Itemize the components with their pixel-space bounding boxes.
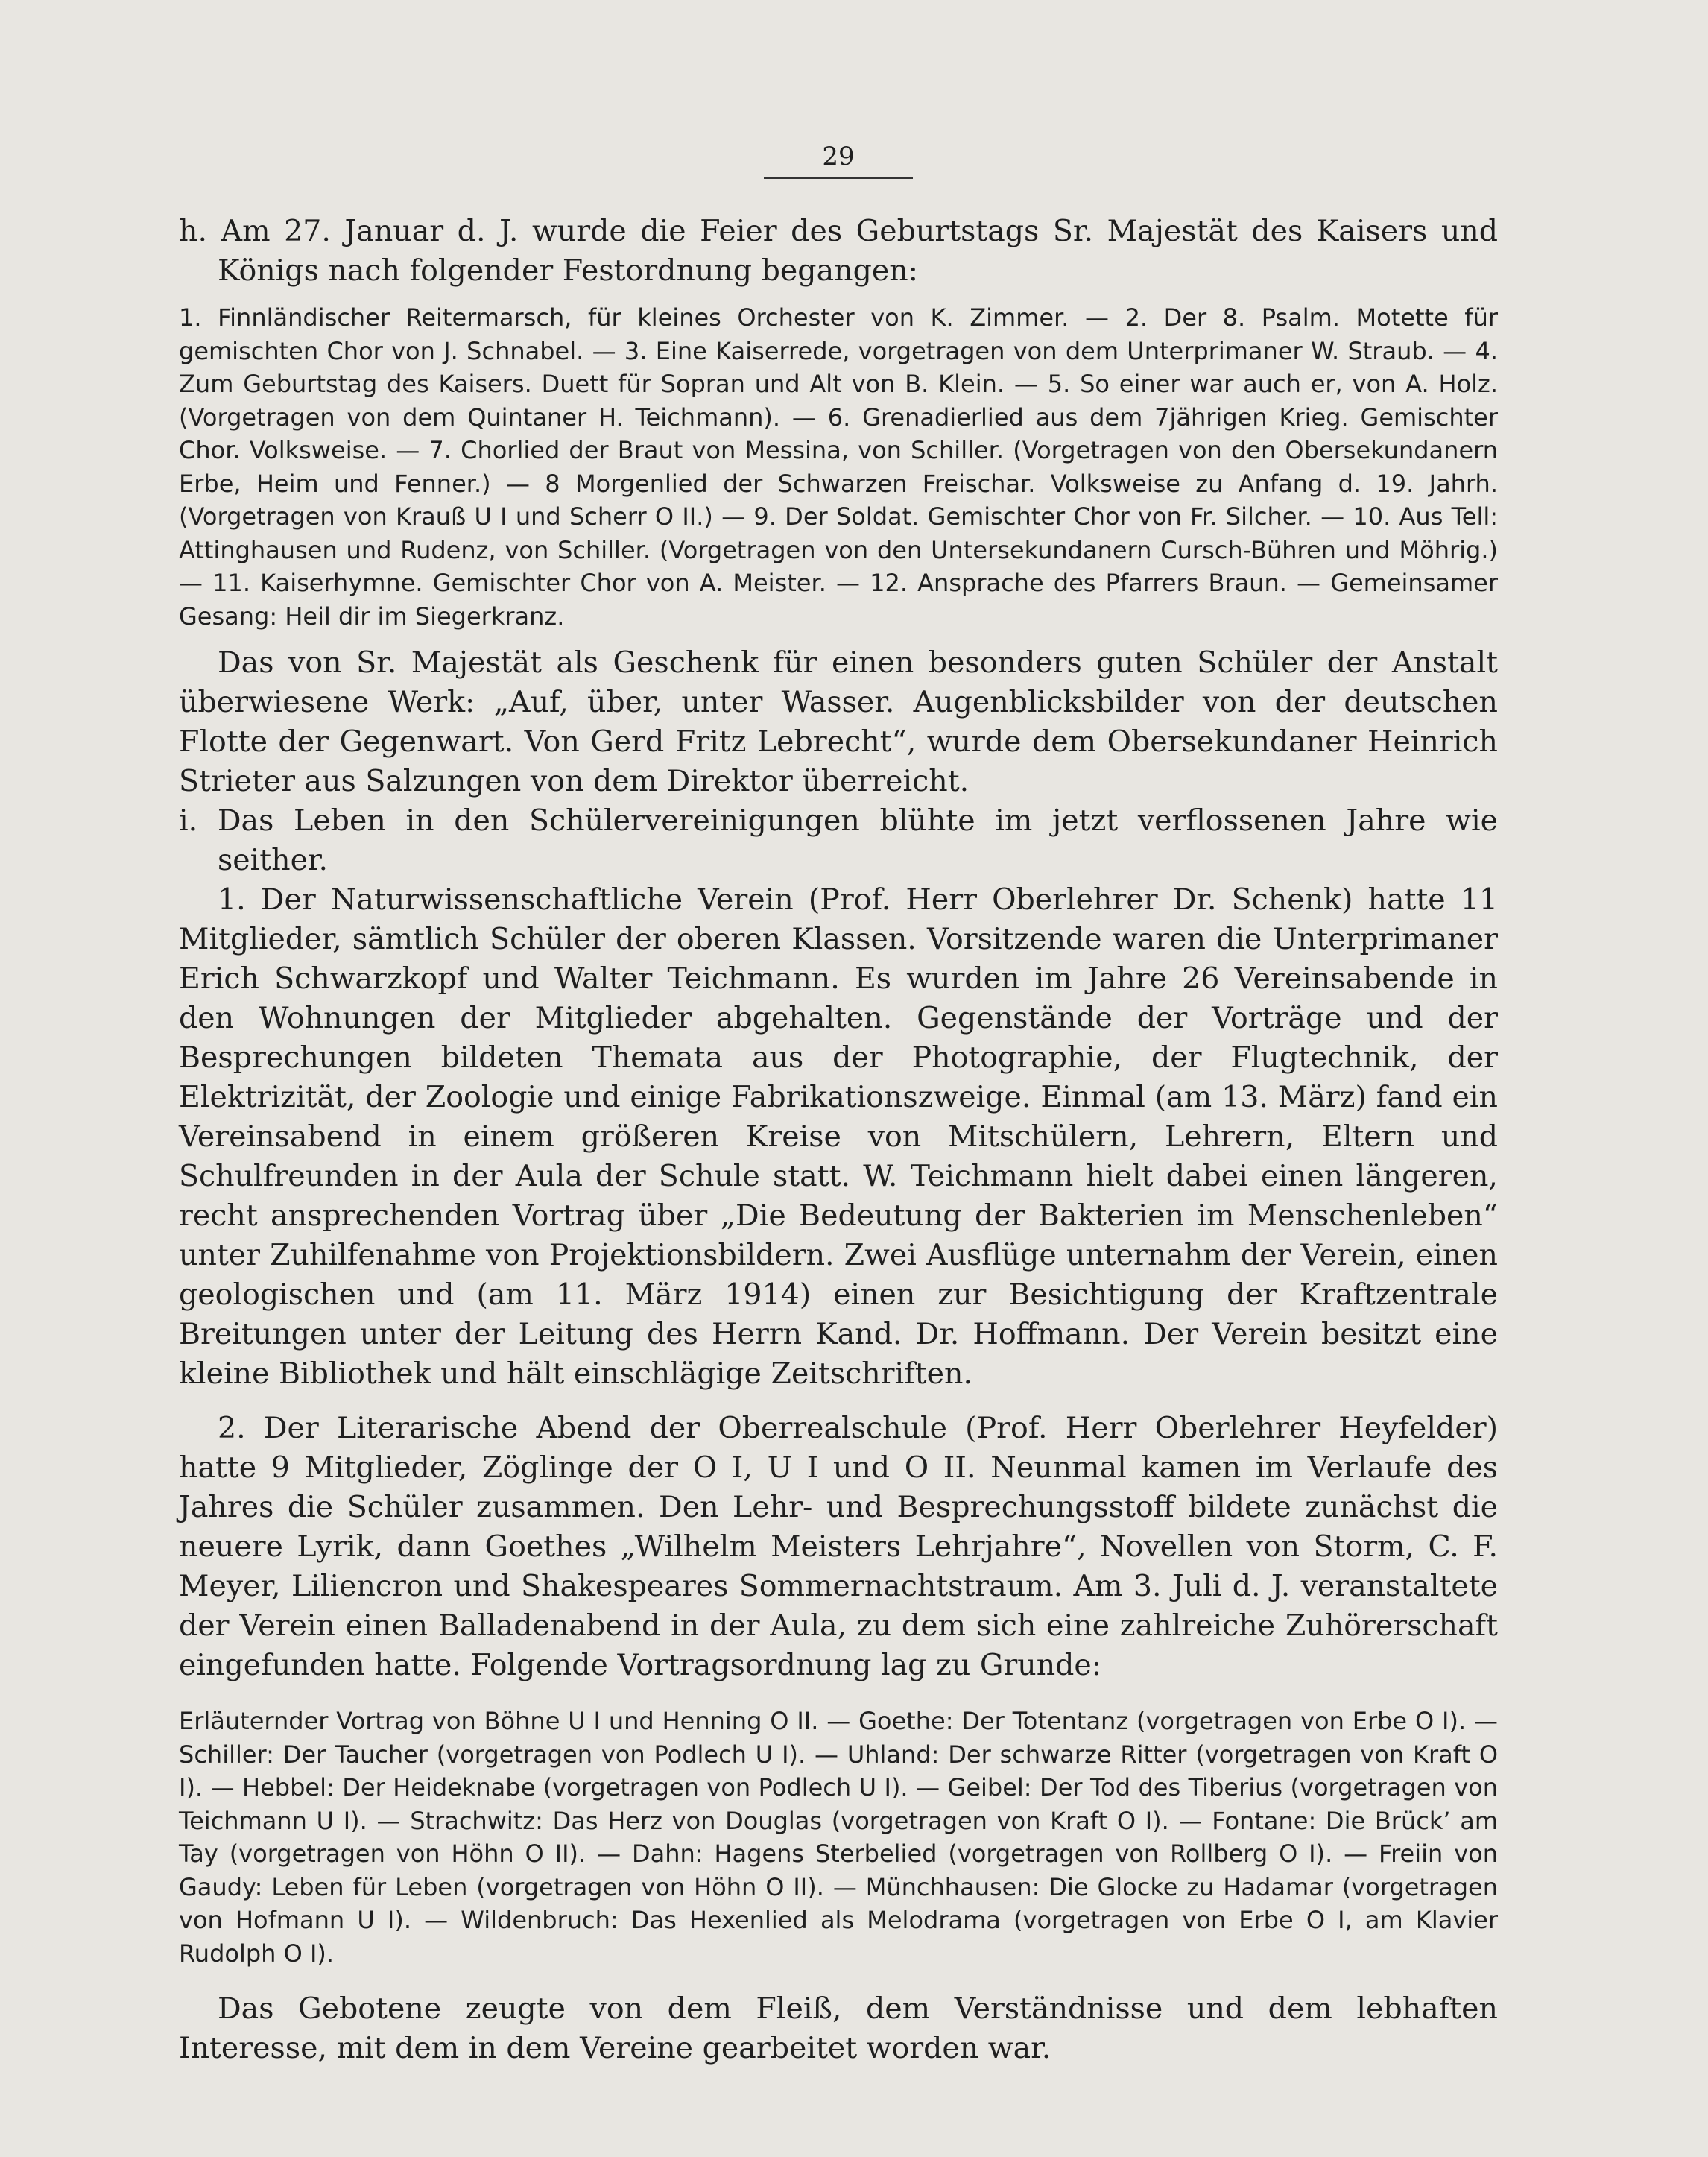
section-i-verein-2: 2. Der Literarische Abend der Oberrealschule (Prof. Herr Oberlehrer Heyfelder) hatte 9 Mitglieder, Zöglinge der O I, U I und O II. Neunmal kamen im Verlaufe des Jahres die Schüler zusammen. Den Lehr- und Besprechungsstoff bildete zunächst die neuere Lyrik, dann Goethes „Wilhelm Meisters Lehrjahre“, Novellen von Storm, C. F. Meyer, Liliencron und Shakespeares Sommernachtstraum. Am 3. Juli d. J. veranstaltete der Verein einen Balladenabend in der Aula, zu dem sich eine zahlreiche Zuhörerschaft eingefunden hatte. Folgende Vortragsordnung lag zu Grunde: [179, 1411, 1498, 1682]
page-number-rule [764, 177, 913, 179]
section-h-label: h. [179, 214, 207, 248]
section-i-verein-1: 1. Der Naturwissenschaftliche Verein (Prof. Herr Oberlehrer Dr. Schenk) hatte 11 Mitglieder, sämtlich Schüler der oberen Klassen. Vorsitzende waren die Unterprimaner Erich Schwarzkopf und Walter Teichmann. Es wurden im Jahre 26 Vereinsabende in den Wohnungen der Mitglieder abgehalten. Gegenstände der Vorträge und der Besprechungen bildeten Themata aus der Photographie, der Flugtechnik, der Elektrizität, der Zoologie und einige Fabrikationszweige. Einmal (am 13. März) fand ein Vereinsabend in einem größeren Kreise von Mitschülern, Lehrern, Eltern und Schulfreunden in der Aula der Schule statt. W. Teichmann hielt dabei einen längeren, recht ansprechenden Vortrag über „Die Bedeutung der Bakterien im Menschenleben“ unter Zuhilfenahme von Projektionsbildern. Zwei Ausflüge unternahm der Verein, einen geologischen und (am 11. März 1914) einen zur Besichtigung der Kraftzentrale Breitungen unter der Leitung des Herrn Kand. Dr. Hoffmann. Der Verein besitzt eine kleine Bibliothek und hält einschlägige Zeitschriften. [179, 882, 1498, 1391]
section-i-intro [179, 801, 1498, 880]
section-i-intro-text: Das Leben in den Schülervereinigungen blühte im jetzt verflossenen Jahre wie seither. [217, 803, 1498, 877]
section-h-heading [179, 212, 1498, 291]
section-i-closing: Das Gebotene zeugte von dem Fleiß, dem Verständnisse und dem lebhaften Interesse, mit dem in dem Vereine gearbeitet worden war. [179, 1992, 1498, 2065]
page-number: 29 [822, 142, 855, 171]
section-h-heading-text: Am 27. Januar d. J. wurde die Feier des Geburtstags Sr. Majestät des Kaisers und Königs nach folgender Festordnung begangen: [218, 214, 1498, 288]
section-i-program-2: Erläuternder Vortrag von Böhne U I und Henning O II. — Goethe: Der Totentanz (vorgetragen von Erbe O I). — Schiller: Der Taucher (vorgetragen von Podlech U I). — Uhland: Der schwarze Ritter (vorgetragen von Kraft O I). — Hebbel: Der Heideknabe (vorgetragen von Podlech U I). — Geibel: Der Tod des Tiberius (vorgetragen von Teichmann U I). — Strachwitz: Das Herz von Douglas (vorgetragen von Kraft O I). — Fontane: Die Brück’ am Tay (vorgetragen von Höhn O II). — Dahn: Hagens Sterbelied (vorgetragen von Rollberg O I). — Freiin von Gaudy: Leben für Leben (vorgetragen von Höhn O II). — Münchhausen: Die Glocke zu Hadamar (vorgetragen von Hofmann U I). — Wildenbruch: Das Hexenlied als Melodrama (vorgetragen von Erbe O I, am Klavier Rudolph O I). [179, 1707, 1498, 1968]
section-h-gift-paragraph: Das von Sr. Majestät als Geschenk für einen besonders guten Schüler der Anstalt überwiesene Werk: „Auf, über, unter Wasser. Augenblicksbilder von der deutschen Flotte der Gegenwart. Von Gerd Fritz Lebrecht“, wurde dem Obersekundaner Heinrich Strieter aus Salzungen von dem Direktor überreicht. [179, 645, 1498, 798]
section-h-program: 1. Finnländischer Reitermarsch, für kleines Orchester von K. Zimmer. — 2. Der 8. Psalm. Motette für gemischten Chor von J. Schnabel. — 3. Eine Kaiserrede, vorgetragen von dem Unterprimaner W. Straub. — 4. Zum Geburtstag des Kaisers. Duett für Sopran und Alt von B. Klein. — 5. So einer war auch er, von A. Holz. (Vorgetragen von dem Quintaner H. Teichmann). — 6. Grenadierlied aus dem 7jährigen Krieg. Gemischter Chor. Volksweise. — 7. Chorlied der Braut von Messina, von Schiller. (Vorgetragen von den Obersekundanern Erbe, Heim und Fenner.) — 8 Morgenlied der Schwarzen Freischar. Volksweise zu Anfang d. 19. Jahrh. (Vorgetragen von Krauß U I und Scherr O II.) — 9. Der Soldat. Gemischter Chor von Fr. Silcher. — 10. Aus Tell: Attinghausen und Rudenz, von Schiller. (Vorgetragen von den Untersekundanern Cursch-Bühren und Möhrig.) — 11. Kaiserhymne. Gemischter Chor von A. Meister. — 12. Ansprache des Pfarrers Braun. — Gemeinsamer Gesang: Heil dir im Siegerkranz. [179, 303, 1498, 631]
document-page [179, 142, 1498, 2068]
section-i-label: i. [179, 803, 198, 838]
